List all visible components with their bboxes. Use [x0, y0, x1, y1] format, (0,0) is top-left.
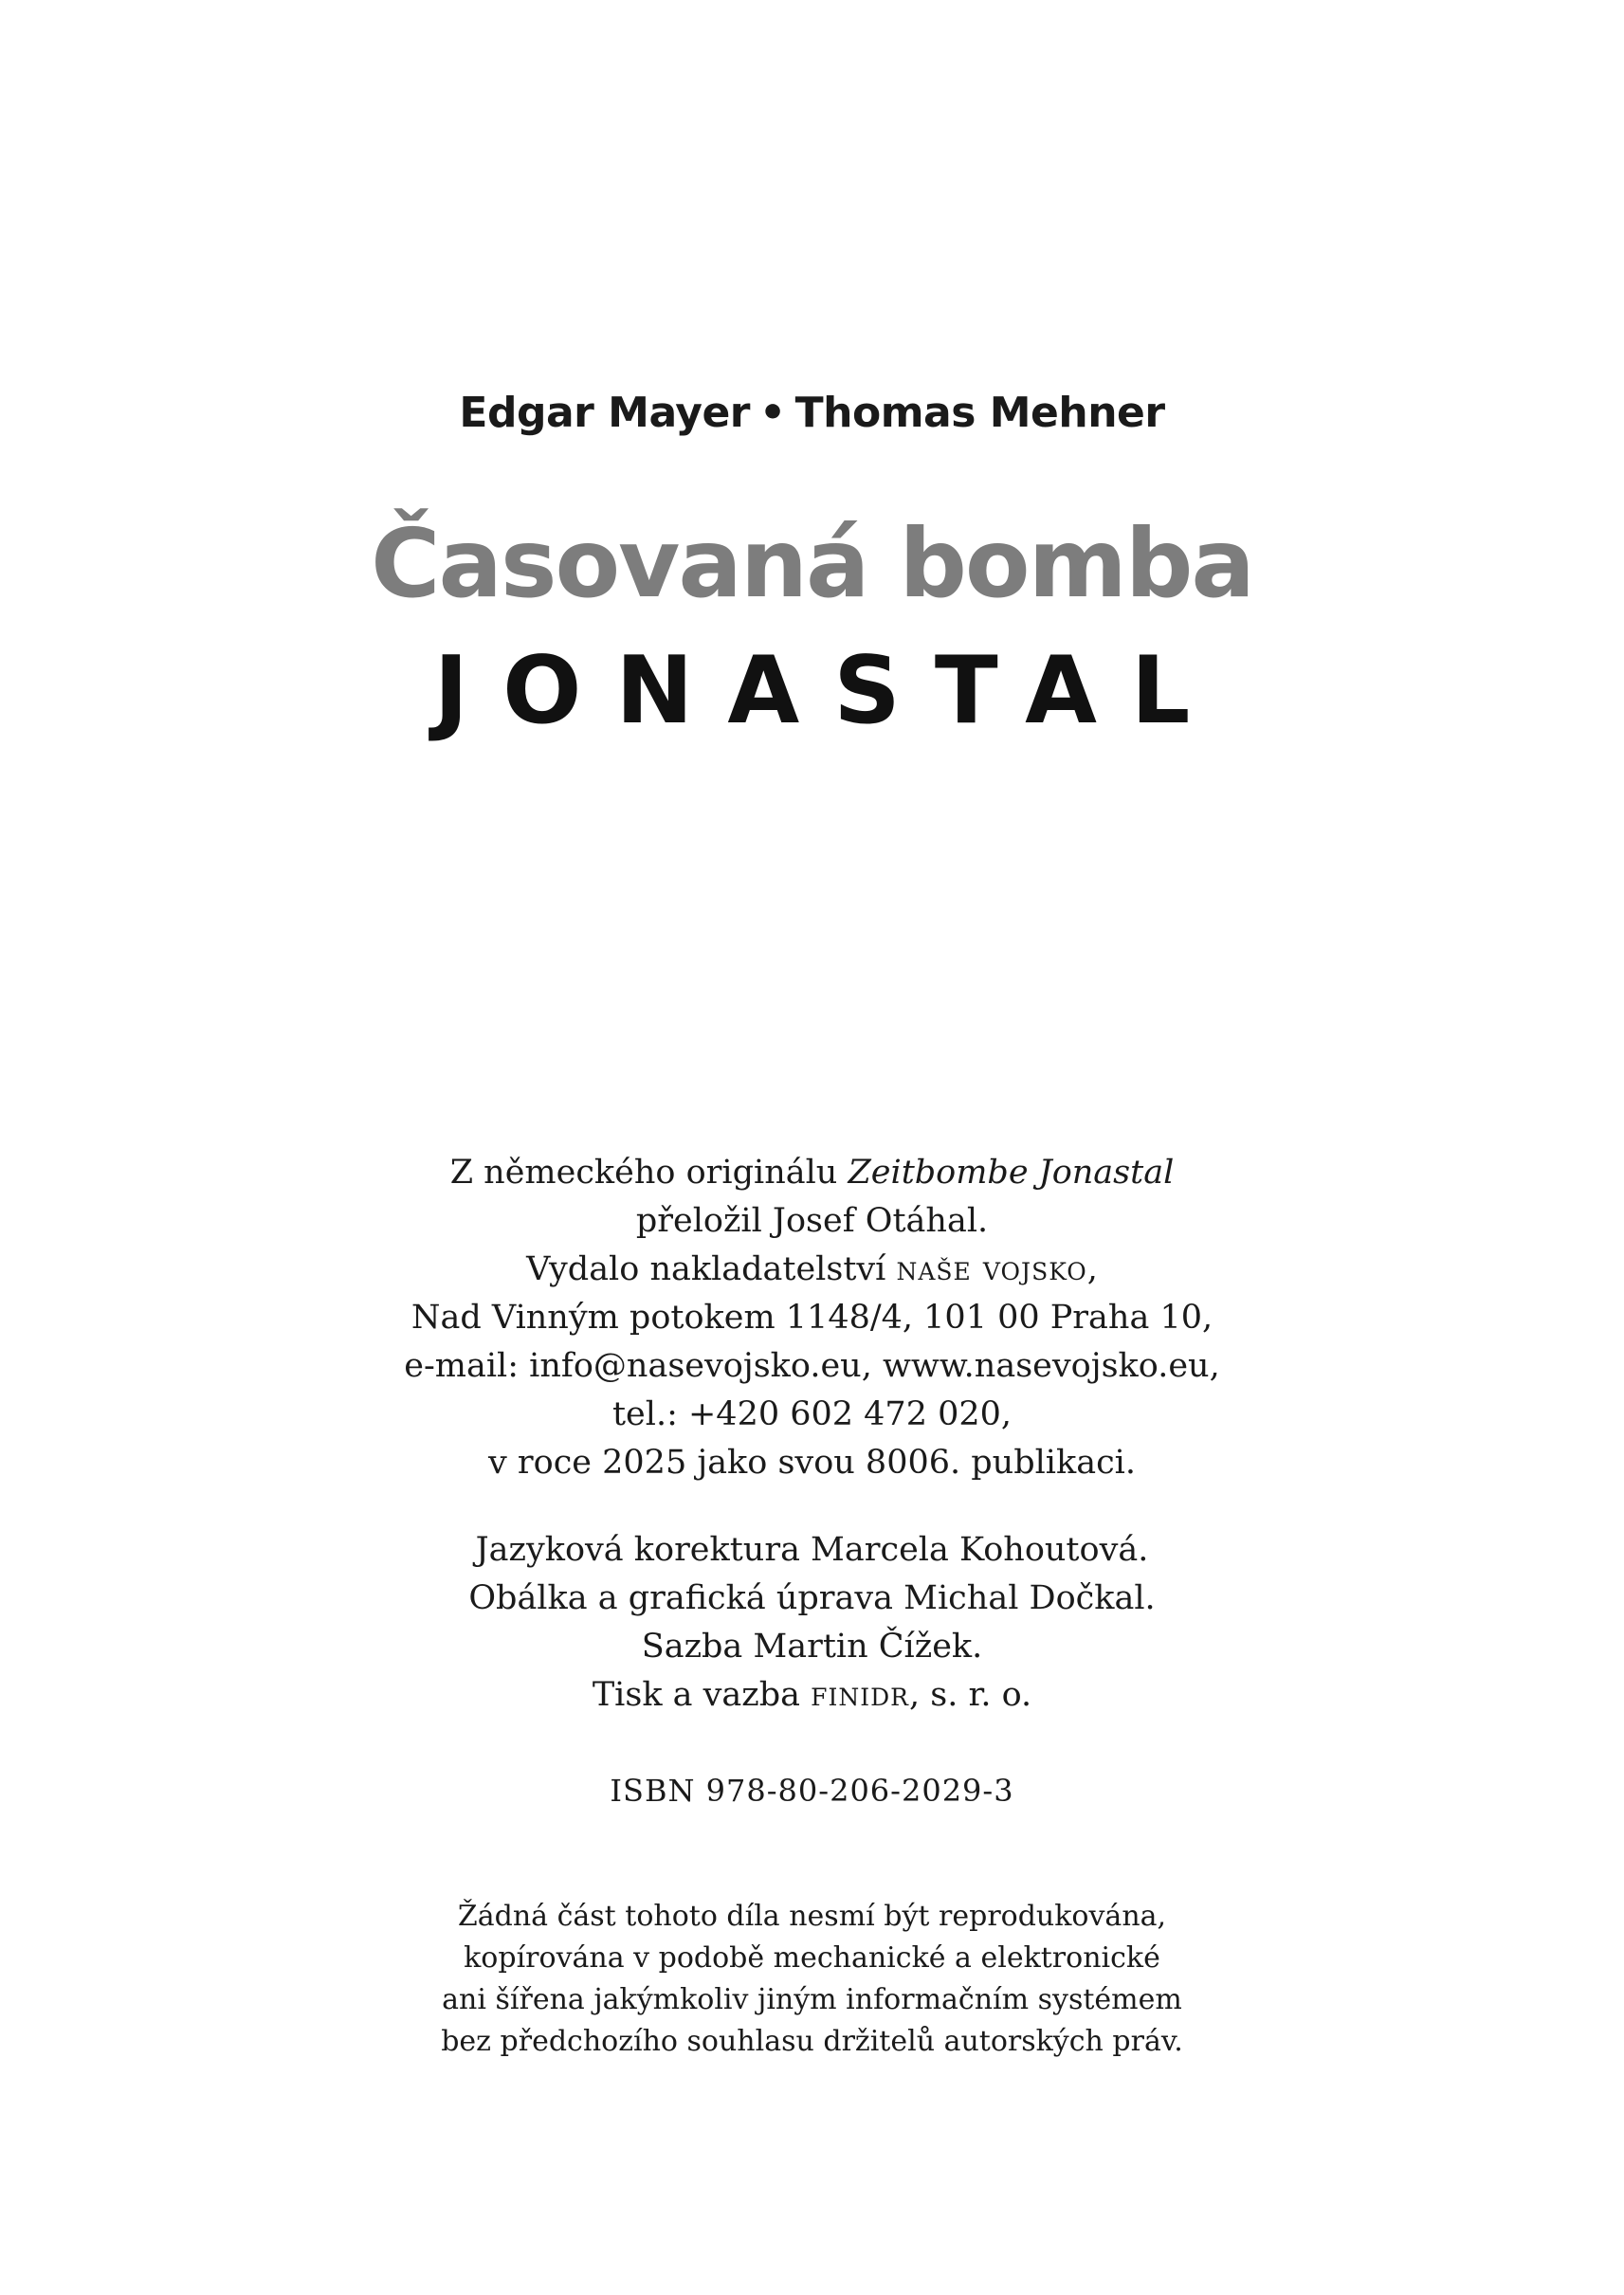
- imprint-line: e-mail: info@nasevojsko.eu, www.nasevojsko.eu,: [404, 1347, 1220, 1385]
- imprint-text: ,: [1086, 1250, 1098, 1288]
- imprint-line: Nad Vinným potokem 1148/4, 101 00 Praha 10,: [411, 1299, 1213, 1337]
- imprint-text: Vydalo nakladatelství: [526, 1250, 897, 1288]
- credits-text: , s. r. o.: [908, 1676, 1032, 1714]
- credits-line: Obálka a grafická úprava Michal Dočkal.: [468, 1579, 1156, 1617]
- credits-text: Tisk a vazba: [592, 1676, 812, 1714]
- credits-line: Jazyková korektura Marcela Kohoutová.: [475, 1531, 1149, 1569]
- publisher-name: naše vojsko: [896, 1250, 1087, 1288]
- author-separator: •: [759, 389, 786, 437]
- author-name: Thomas Mehner: [794, 389, 1165, 437]
- imprint-block: [0, 1149, 1624, 1487]
- book-title: Časovaná bomba: [371, 508, 1253, 619]
- imprint-line: v roce 2025 jako svou 8006. publikaci.: [488, 1444, 1136, 1482]
- isbn: ISBN 978-80-206-2029-3: [610, 1773, 1014, 1809]
- authors-line: [0, 389, 1624, 437]
- rights-line: ani šířena jakýmkoliv jiným informačním systémem: [442, 1983, 1182, 2016]
- credits-line: Sazba Martin Čížek.: [641, 1628, 983, 1666]
- rights-notice: [0, 1896, 1624, 2063]
- imprint-text: Z německého originálu: [449, 1154, 848, 1192]
- imprint-line: přeložil Josef Otáhal.: [635, 1202, 989, 1240]
- original-title: Zeitbombe Jonastal: [848, 1154, 1175, 1192]
- credits-block: [0, 1526, 1624, 1720]
- book-subtitle: JONASTAL: [433, 637, 1225, 745]
- imprint-line: [0, 1246, 1624, 1294]
- rights-line: bez předchozího souhlasu držitelů autorských práv.: [441, 2025, 1183, 2058]
- imprint-line: tel.: +420 602 472 020,: [611, 1395, 1013, 1433]
- rights-line: kopírována v podobě mechanické a elektronické: [464, 1941, 1160, 1975]
- credits-line: [0, 1671, 1624, 1720]
- author-name: Edgar Mayer: [459, 389, 751, 437]
- rights-line: Žádná část tohoto díla nesmí být reprodukována,: [457, 1900, 1167, 1933]
- printer-name: finidr: [811, 1676, 909, 1714]
- imprint-line: [0, 1149, 1624, 1197]
